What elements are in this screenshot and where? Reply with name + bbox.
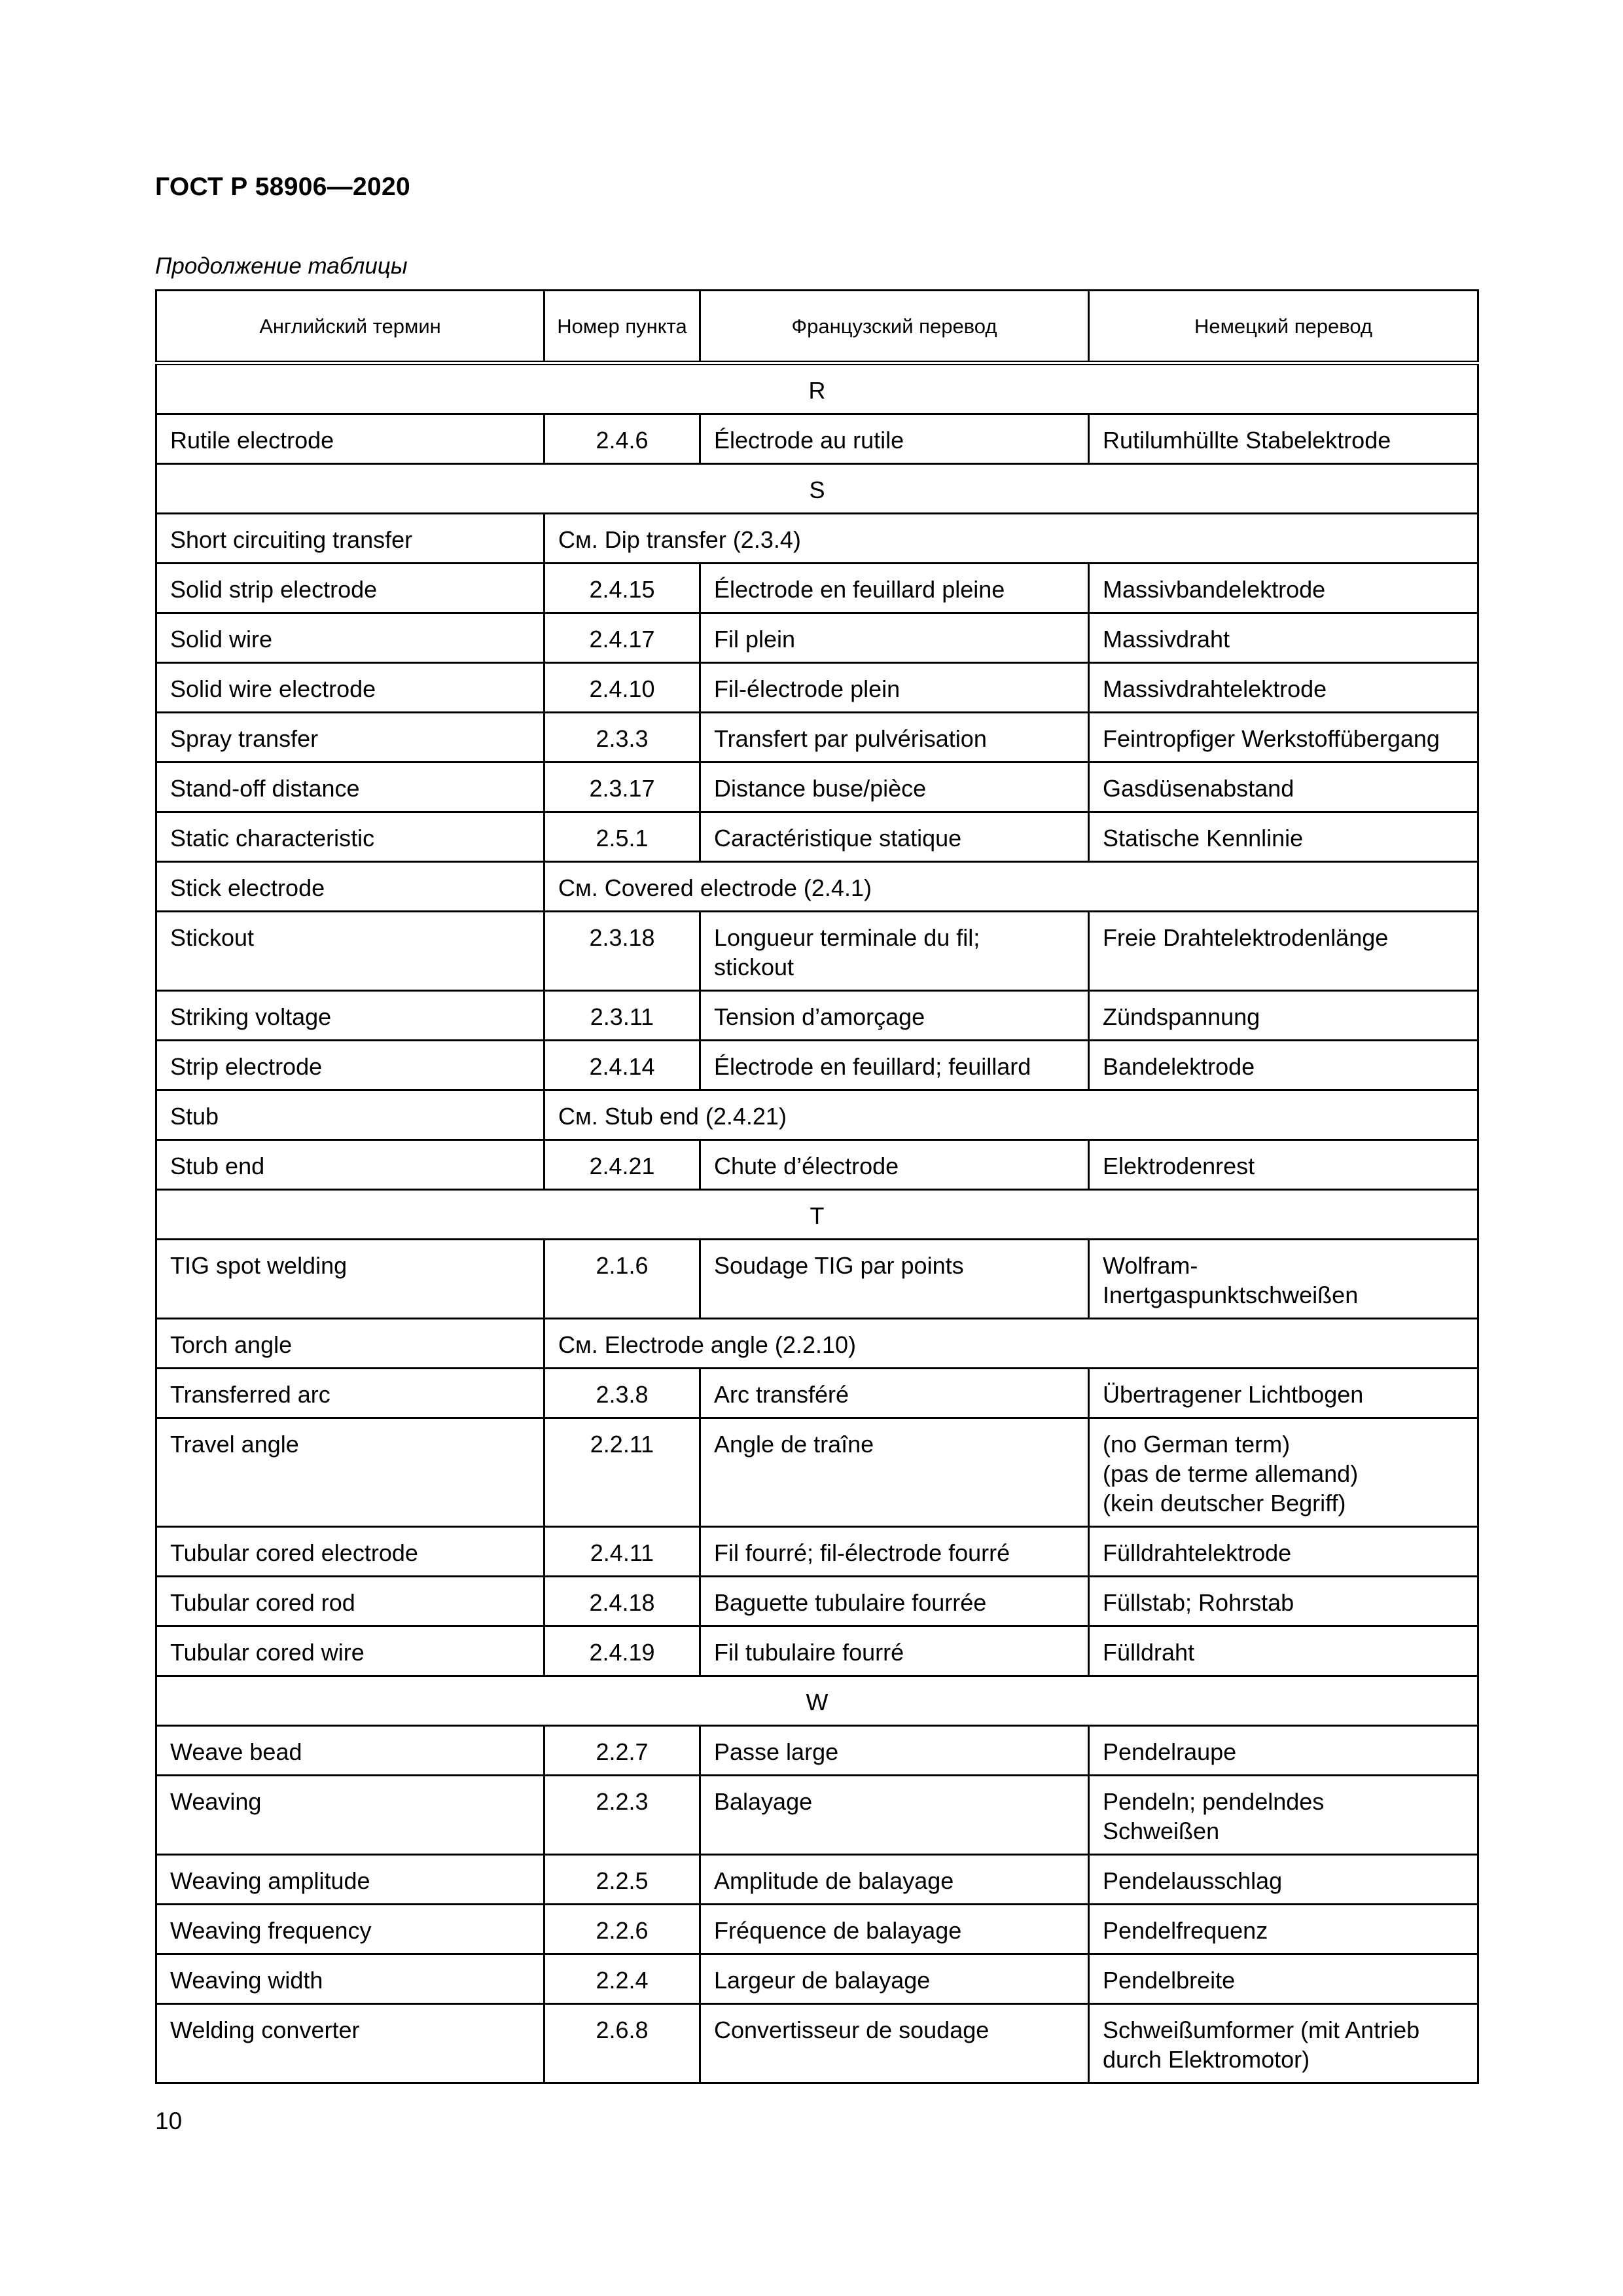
cell-line: (kein deutscher Begriff): [1103, 1490, 1346, 1516]
table-header-row: [156, 291, 1478, 363]
cell-line: Übertragener Lichtbogen: [1103, 1381, 1364, 1408]
german-translation: [1089, 1240, 1478, 1319]
german-translation: [1089, 1041, 1478, 1090]
german-translation: [1089, 1905, 1478, 1954]
english-term: [156, 991, 544, 1041]
cell-line: Weaving width: [170, 1967, 323, 1994]
english-term: [156, 414, 544, 464]
cell-line: Fülldrahtelektrode: [1103, 1539, 1292, 1566]
clause-number: 2.2.7: [544, 1726, 700, 1776]
cell-line: Pendelfrequenz: [1103, 1917, 1268, 1944]
clause-number: 2.4.11: [544, 1527, 700, 1577]
cell-line: Rutilumhüllte Stabelektrode: [1103, 427, 1391, 454]
clause-number: 2.4.21: [544, 1140, 700, 1190]
cell-line: durch Elektromotor): [1103, 2046, 1310, 2073]
cell-line: Weaving amplitude: [170, 1867, 370, 1894]
cell-line: Fil fourré; fil-électrode fourré: [714, 1539, 1010, 1566]
cell-line: Weaving: [170, 1788, 262, 1815]
cell-line: (pas de terme allemand): [1103, 1460, 1359, 1487]
english-term: [156, 663, 544, 713]
cell-line: Convertisseur de soudage: [714, 2017, 990, 2043]
cell-line: Tubular cored wire: [170, 1639, 365, 1666]
french-translation: [700, 1527, 1089, 1577]
french-translation: [700, 663, 1089, 713]
german-translation: [1089, 762, 1478, 812]
header-line: Французский: [791, 314, 914, 338]
cell-line: Static characteristic: [170, 825, 375, 852]
clause-number: 2.4.19: [544, 1626, 700, 1676]
clause-number: 2.4.10: [544, 663, 700, 713]
french-translation: [700, 713, 1089, 762]
german-translation: [1089, 1855, 1478, 1905]
cell-line: Weave bead: [170, 1738, 302, 1765]
french-translation: [700, 1369, 1089, 1418]
cell-line: Arc transféré: [714, 1381, 849, 1408]
cell-line: Passe large: [714, 1738, 839, 1765]
cell-line: Fil plein: [714, 626, 796, 653]
clause-number: 2.3.11: [544, 991, 700, 1041]
cell-line: Pendelausschlag: [1103, 1867, 1283, 1894]
german-translation: [1089, 1369, 1478, 1418]
german-translation: [1089, 1626, 1478, 1676]
french-translation: [700, 1240, 1089, 1319]
french-translation: [700, 1855, 1089, 1905]
cell-line: Fréquence de balayage: [714, 1917, 962, 1944]
english-term: [156, 1140, 544, 1190]
cell-line: Tubular cored rod: [170, 1589, 355, 1616]
section-letter: W: [156, 1676, 1478, 1726]
cell-line: Weaving frequency: [170, 1917, 372, 1944]
english-term: [156, 812, 544, 862]
english-term: Short circuiting transfer: [156, 514, 544, 564]
table-row: [156, 713, 1478, 762]
german-translation: [1089, 1140, 1478, 1190]
cell-line: Balayage: [714, 1788, 813, 1815]
clause-number: 2.4.18: [544, 1577, 700, 1626]
table-row: [156, 1369, 1478, 1418]
table-row: [156, 663, 1478, 713]
cross-reference-row: [156, 1090, 1478, 1140]
english-term: [156, 1369, 544, 1418]
cell-line: TIG spot welding: [170, 1252, 348, 1279]
french-translation: [700, 1140, 1089, 1190]
cell-line: Freie Drahtelektrodenlänge: [1103, 924, 1389, 951]
clause-number: 2.3.8: [544, 1369, 700, 1418]
cell-line: Solid wire: [170, 626, 273, 653]
german-translation: [1089, 991, 1478, 1041]
cell-line: Pendeln; pendelndes: [1103, 1788, 1325, 1815]
english-term: Stub: [156, 1090, 544, 1140]
cell-line: Schweißen: [1103, 1818, 1220, 1844]
table-row: [156, 1905, 1478, 1954]
cell-line: Baguette tubulaire fourrée: [714, 1589, 987, 1616]
english-term: [156, 1905, 544, 1954]
header-line: Английский: [259, 314, 368, 338]
english-term: [156, 1577, 544, 1626]
cross-reference: См. Electrode angle (2.2.10): [544, 1319, 1478, 1369]
english-term: [156, 912, 544, 991]
cell-line: Inertgaspunktschweißen: [1103, 1282, 1359, 1308]
cross-reference-row: [156, 1319, 1478, 1369]
letter-section-row: [156, 1676, 1478, 1726]
cell-line: Elektrodenrest: [1103, 1153, 1255, 1179]
cell-line: Bandelektrode: [1103, 1053, 1255, 1080]
cell-line: Distance buse/pièce: [714, 775, 927, 802]
section-letter: T: [156, 1190, 1478, 1240]
header-english-term: [156, 291, 544, 363]
letter-section-row: [156, 363, 1478, 414]
cell-line: Largeur de balayage: [714, 1967, 931, 1994]
german-translation: [1089, 812, 1478, 862]
english-term: [156, 1776, 544, 1855]
document-code: ГОСТ Р 58906—2020: [155, 173, 410, 201]
german-translation: [1089, 1954, 1478, 2004]
cell-line: Amplitude de balayage: [714, 1867, 954, 1894]
french-translation: [700, 762, 1089, 812]
english-term: [156, 762, 544, 812]
cross-reference: См. Covered electrode (2.4.1): [544, 862, 1478, 912]
cell-line: Caractéristique statique: [714, 825, 962, 852]
table-row: [156, 991, 1478, 1041]
cell-line: Tension d’amorçage: [714, 1003, 925, 1030]
cell-line: (no German term): [1103, 1431, 1291, 1458]
cell-line: Gasdüsenabstand: [1103, 775, 1294, 802]
header-french-translation: [700, 291, 1089, 363]
french-translation: [700, 1041, 1089, 1090]
letter-section-row: [156, 1190, 1478, 1240]
french-translation: [700, 1726, 1089, 1776]
cross-reference: См. Dip transfer (2.3.4): [544, 514, 1478, 564]
cross-reference: См. Stub end (2.4.21): [544, 1090, 1478, 1140]
french-translation: [700, 1776, 1089, 1855]
english-term: [156, 1418, 544, 1527]
cross-reference-row: [156, 862, 1478, 912]
cell-line: Transferred arc: [170, 1381, 330, 1408]
cell-line: Fülldraht: [1103, 1639, 1195, 1666]
cell-line: Longueur terminale du fil;: [714, 924, 980, 951]
table-row: [156, 2004, 1478, 2083]
clause-number: 2.2.4: [544, 1954, 700, 2004]
cell-line: Strip electrode: [170, 1053, 323, 1080]
page-number: 10: [155, 2108, 183, 2134]
cell-line: Füllstab; Rohrstab: [1103, 1589, 1294, 1616]
cell-line: Stand-off distance: [170, 775, 360, 802]
english-term: Stick electrode: [156, 862, 544, 912]
german-translation: [1089, 414, 1478, 464]
english-term: [156, 613, 544, 663]
cell-line: Fil tubulaire fourré: [714, 1639, 904, 1666]
cell-line: Fil-électrode plein: [714, 675, 901, 702]
english-term: [156, 1855, 544, 1905]
cell-line: Chute d’électrode: [714, 1153, 899, 1179]
german-translation: [1089, 912, 1478, 991]
section-letter: R: [156, 363, 1478, 414]
german-translation: [1089, 1577, 1478, 1626]
clause-number: 2.1.6: [544, 1240, 700, 1319]
cell-line: Pendelbreite: [1103, 1967, 1236, 1994]
cell-line: Stub end: [170, 1153, 265, 1179]
english-term: [156, 1626, 544, 1676]
header-line: пункта: [625, 314, 687, 338]
clause-number: 2.6.8: [544, 2004, 700, 2083]
table-row: [156, 1240, 1478, 1319]
cell-line: Welding converter: [170, 2017, 360, 2043]
table-row: [156, 564, 1478, 613]
cell-line: Travel angle: [170, 1431, 299, 1458]
table-row: [156, 1776, 1478, 1855]
english-term: [156, 1041, 544, 1090]
header-line: перевод: [919, 314, 997, 338]
cell-line: Pendelraupe: [1103, 1738, 1237, 1765]
french-translation: [700, 991, 1089, 1041]
cell-line: Solid strip electrode: [170, 576, 378, 603]
table-row: [156, 812, 1478, 862]
clause-number: 2.2.3: [544, 1776, 700, 1855]
terms-table: [155, 289, 1479, 2084]
cell-line: Électrode en feuillard pleine: [714, 576, 1005, 603]
letter-section-row: [156, 464, 1478, 514]
english-term: [156, 1954, 544, 2004]
german-translation: [1089, 1726, 1478, 1776]
table-row: [156, 1041, 1478, 1090]
cell-line: Rutile electrode: [170, 427, 334, 454]
clause-number: 2.3.18: [544, 912, 700, 991]
cell-line: Soudage TIG par points: [714, 1252, 964, 1279]
table-row: [156, 414, 1478, 464]
french-translation: [700, 1577, 1089, 1626]
french-translation: [700, 1626, 1089, 1676]
english-term: [156, 713, 544, 762]
clause-number: 2.3.17: [544, 762, 700, 812]
cell-line: Électrode au rutile: [714, 427, 904, 454]
cell-line: Striking voltage: [170, 1003, 332, 1030]
german-translation: [1089, 1418, 1478, 1527]
english-term: [156, 1240, 544, 1319]
german-translation: [1089, 1776, 1478, 1855]
french-translation: [700, 812, 1089, 862]
table-row: [156, 1626, 1478, 1676]
cell-line: Électrode en feuillard; feuillard: [714, 1053, 1031, 1080]
clause-number: 2.2.6: [544, 1905, 700, 1954]
table-row: [156, 762, 1478, 812]
english-term: [156, 2004, 544, 2083]
cell-line: Massivbandelektrode: [1103, 576, 1326, 603]
cell-line: Zündspannung: [1103, 1003, 1260, 1030]
cell-line: Schweißumformer (mit Antrieb: [1103, 2017, 1420, 2043]
table-row: [156, 1726, 1478, 1776]
header-line: Немецкий: [1194, 314, 1289, 338]
table-continuation-caption: Продолжение таблицы: [155, 253, 408, 279]
header-clause-number: [544, 291, 700, 363]
table-row: [156, 1140, 1478, 1190]
table-row: [156, 912, 1478, 991]
cell-line: Tubular cored electrode: [170, 1539, 418, 1566]
table-row: [156, 1855, 1478, 1905]
table-row: [156, 1527, 1478, 1577]
cell-line: Stickout: [170, 924, 255, 951]
english-term: [156, 1726, 544, 1776]
german-translation: [1089, 1527, 1478, 1577]
cell-line: stickout: [714, 954, 794, 980]
header-line: Номер: [557, 314, 620, 338]
french-translation: [700, 912, 1089, 991]
cell-line: Solid wire electrode: [170, 675, 376, 702]
table-body: [156, 363, 1478, 2083]
french-translation: [700, 414, 1089, 464]
cell-line: Statische Kennlinie: [1103, 825, 1304, 852]
clause-number: 2.4.15: [544, 564, 700, 613]
header-line: термин: [372, 314, 441, 338]
german-translation: [1089, 663, 1478, 713]
header-german-translation: [1089, 291, 1478, 363]
clause-number: 2.4.17: [544, 613, 700, 663]
clause-number: 2.4.6: [544, 414, 700, 464]
clause-number: 2.2.5: [544, 1855, 700, 1905]
french-translation: [700, 1418, 1089, 1527]
french-translation: [700, 613, 1089, 663]
clause-number: 2.3.3: [544, 713, 700, 762]
cell-line: Transfert par pulvérisation: [714, 725, 987, 752]
cell-line: Massivdrahtelektrode: [1103, 675, 1327, 702]
cell-line: Spray transfer: [170, 725, 319, 752]
clause-number: 2.5.1: [544, 812, 700, 862]
english-term: Torch angle: [156, 1319, 544, 1369]
german-translation: [1089, 613, 1478, 663]
german-translation: [1089, 2004, 1478, 2083]
french-translation: [700, 2004, 1089, 2083]
english-term: [156, 1527, 544, 1577]
table-row: [156, 1418, 1478, 1527]
french-translation: [700, 1954, 1089, 2004]
header-line: перевод: [1294, 314, 1373, 338]
french-translation: [700, 1905, 1089, 1954]
cell-line: Angle de traîne: [714, 1431, 874, 1458]
cell-line: Wolfram-: [1103, 1252, 1198, 1279]
table-row: [156, 1577, 1478, 1626]
cross-reference-row: [156, 514, 1478, 564]
cell-line: Massivdraht: [1103, 626, 1230, 653]
german-translation: [1089, 564, 1478, 613]
english-term: [156, 564, 544, 613]
section-letter: S: [156, 464, 1478, 514]
clause-number: 2.4.14: [544, 1041, 700, 1090]
table-row: [156, 613, 1478, 663]
table-row: [156, 1954, 1478, 2004]
french-translation: [700, 564, 1089, 613]
cell-line: Feintropfiger Werkstoffübergang: [1103, 725, 1440, 752]
german-translation: [1089, 713, 1478, 762]
clause-number: 2.2.11: [544, 1418, 700, 1527]
